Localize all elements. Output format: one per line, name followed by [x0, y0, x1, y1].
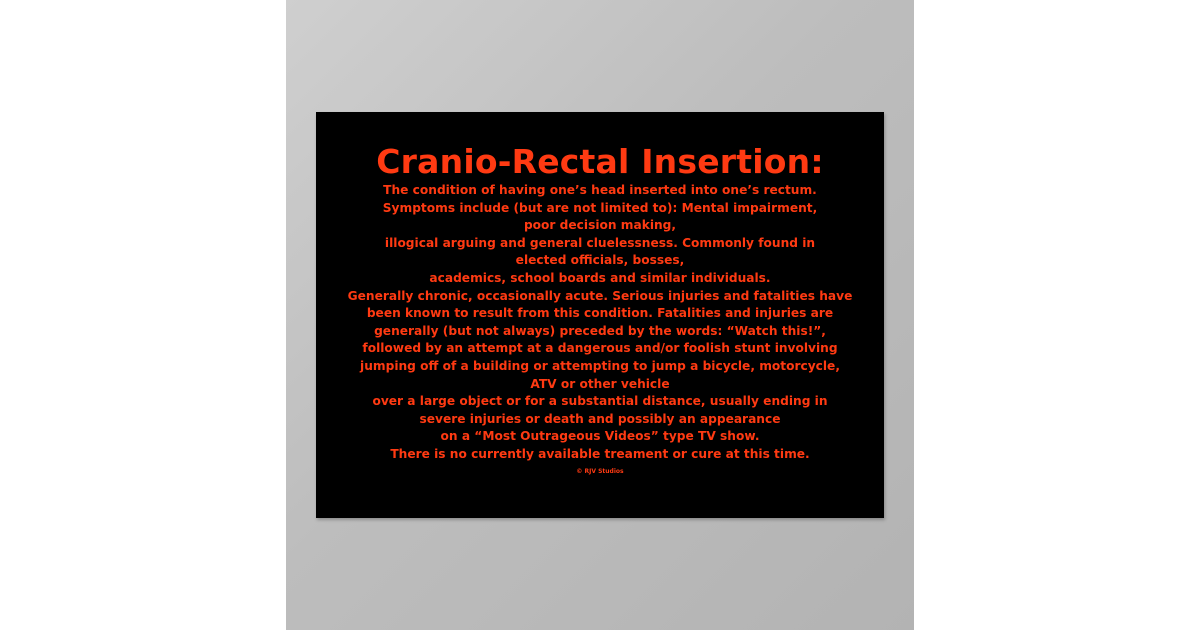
- body-line: academics, school boards and similar individuals.: [429, 270, 771, 285]
- poster: [316, 112, 884, 518]
- body-line: Generally chronic, occasionally acute. Serious injuries and fatalities have: [347, 288, 853, 303]
- body-line: There is no currently available treament or cure at this time.: [390, 446, 810, 461]
- body-line: generally (but not always) preceded by the words: “Watch this!”,: [374, 323, 826, 338]
- body-line: Symptoms include (but are not limited to): Mental impairment,: [382, 200, 818, 215]
- copyright-credit: © RJV Studios: [576, 468, 624, 475]
- body-line: severe injuries or death and possibly an appearance: [419, 411, 781, 426]
- poster-title: Cranio-Rectal Insertion:: [376, 142, 824, 181]
- body-line: ATV or other vehicle: [530, 376, 670, 391]
- body-line: followed by an attempt at a dangerous and/or foolish stunt involving: [362, 341, 838, 356]
- body-line: illogical arguing and general cluelessness. Commonly found in: [384, 235, 816, 250]
- body-line: over a large object or for a substantial distance, usually ending in: [372, 394, 828, 409]
- body-line: The condition of having one’s head inserted into one’s rectum.: [383, 183, 817, 197]
- body-line: poor decision making,: [523, 218, 677, 233]
- poster-body: [316, 182, 884, 464]
- body-line: jumping off of a building or attempting to jump a bicycle, motorcycle,: [360, 358, 840, 373]
- body-line: elected officials, bosses,: [515, 253, 685, 268]
- body-line: on a “Most Outrageous Videos” type TV show.: [440, 429, 760, 444]
- body-line: been known to result from this condition. Fatalities and injuries are: [366, 306, 834, 321]
